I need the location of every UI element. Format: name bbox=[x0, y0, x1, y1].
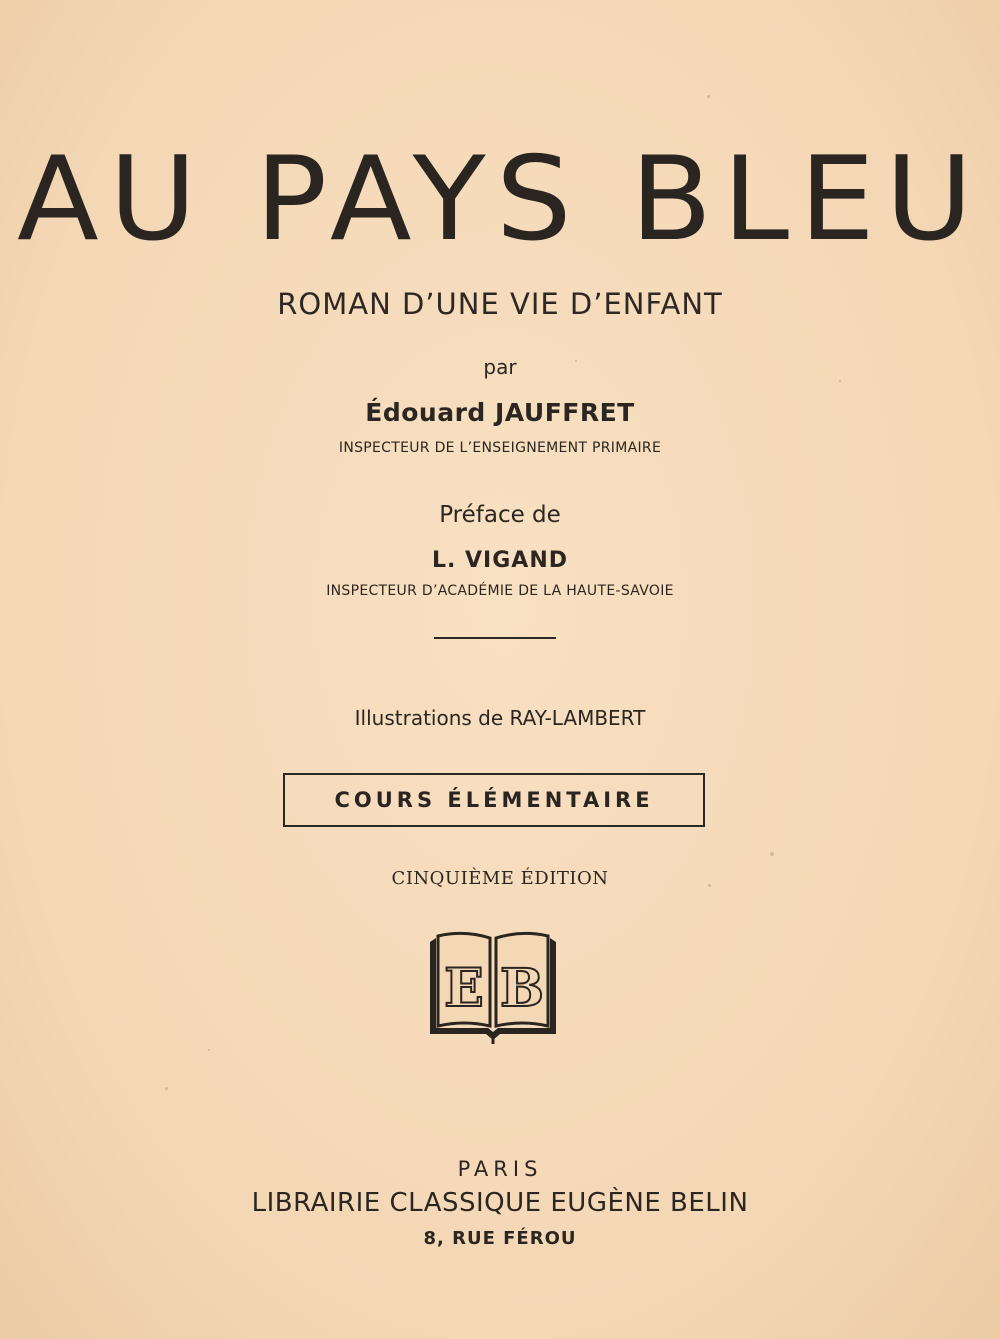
logo-letter-e: E bbox=[444, 958, 484, 1019]
imprint-publisher: LIBRAIRIE CLASSIQUE EUGÈNE BELIN bbox=[251, 1188, 749, 1218]
course-label: COURS ÉLÉMENTAIRE bbox=[334, 788, 654, 812]
author-name: Édouard JAUFFRET bbox=[365, 398, 635, 427]
divider bbox=[434, 637, 556, 639]
open-book-icon bbox=[426, 928, 560, 1046]
imprint-address: 8, RUE FÉROU bbox=[423, 1228, 577, 1249]
book-title: AU PAYS BLEU bbox=[17, 132, 983, 267]
paper-speck bbox=[770, 852, 774, 856]
by-label: par bbox=[483, 355, 517, 379]
course-box bbox=[283, 773, 705, 827]
edition-label: CINQUIÈME ÉDITION bbox=[391, 868, 609, 889]
author-role: INSPECTEUR DE L’ENSEIGNEMENT PRIMAIRE bbox=[338, 440, 662, 456]
preface-label: Préface de bbox=[439, 502, 561, 528]
preface-author-name: L. VIGAND bbox=[431, 548, 568, 573]
book-subtitle: ROMAN D’UNE VIE D’ENFANT bbox=[277, 287, 723, 321]
paper-speck bbox=[839, 380, 841, 382]
illustrations-credit: Illustrations de RAY-LAMBERT bbox=[354, 706, 646, 730]
logo-letter-b: B bbox=[500, 958, 544, 1019]
paper-speck bbox=[165, 1087, 168, 1090]
paper-speck bbox=[707, 95, 710, 98]
preface-author-role: INSPECTEUR D’ACADÉMIE DE LA HAUTE-SAVOIE bbox=[326, 583, 674, 599]
paper-speck bbox=[208, 1049, 210, 1051]
imprint-city: PARIS bbox=[457, 1157, 543, 1181]
